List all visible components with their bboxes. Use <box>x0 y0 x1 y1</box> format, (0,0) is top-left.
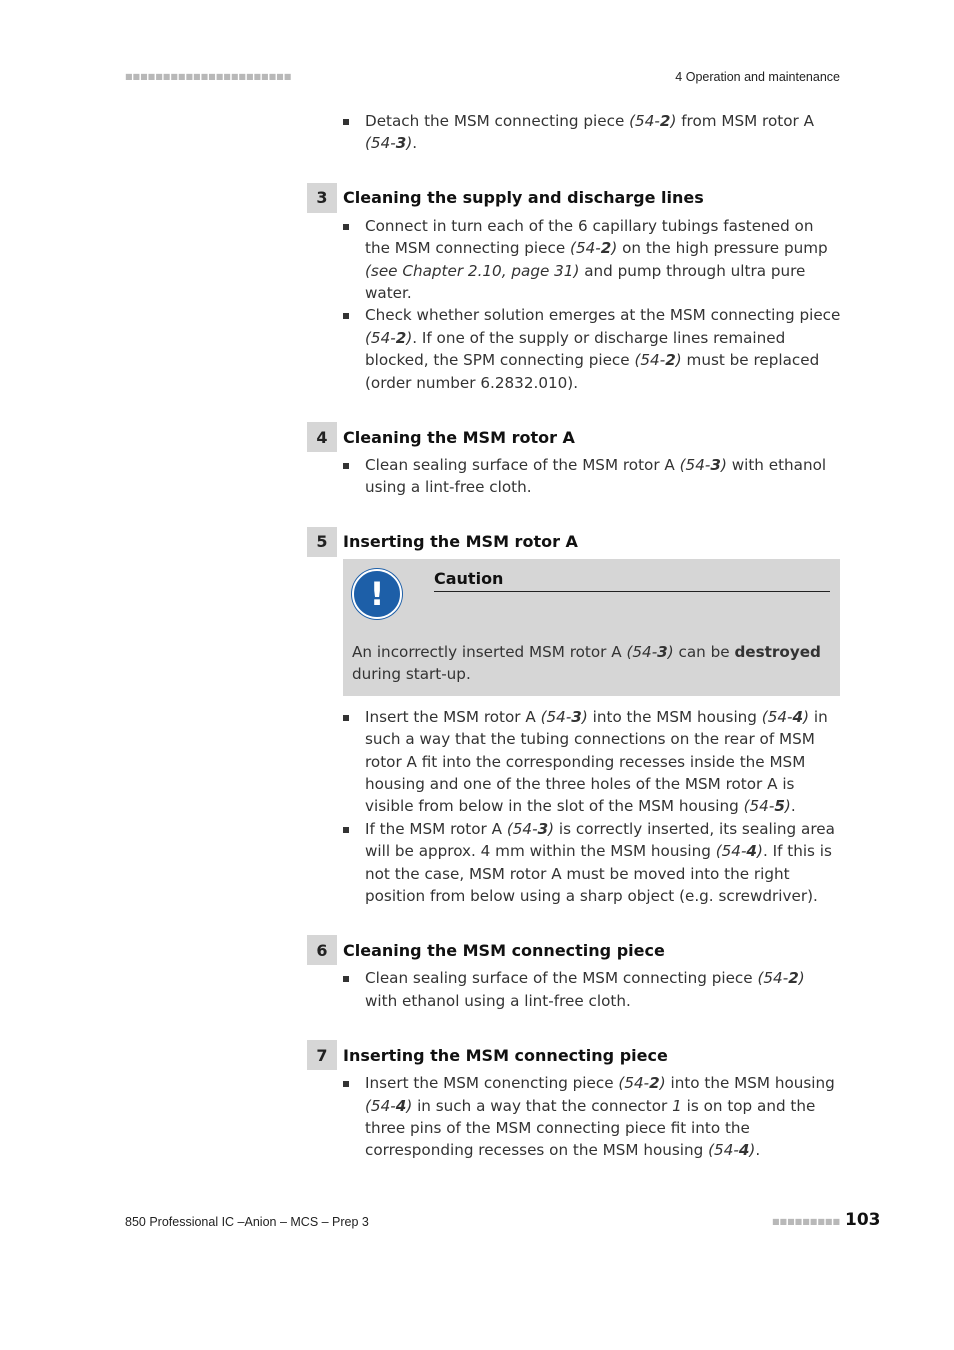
ref-text: (54- <box>365 134 396 153</box>
ref-number: 2 <box>395 328 407 347</box>
footer-decoration: ■■■■■■■■■ <box>772 1217 841 1226</box>
ref-number: 2 <box>649 1074 660 1093</box>
ref-number: 4 <box>738 1141 750 1160</box>
step-title: Inserting the MSM connecting piece <box>343 1045 668 1065</box>
ref-number: 2 <box>665 351 676 370</box>
ref-text: ) <box>757 842 763 861</box>
page-content <box>307 110 841 1162</box>
ref-link[interactable] <box>708 1141 755 1159</box>
ref-text: (54- <box>540 707 572 726</box>
ref-text: ) <box>406 134 413 153</box>
text: Connect in turn each of the 6 capillary tubings fastened on the MSM connecting piece <box>365 216 814 258</box>
text: in such a way that the tubing connections on the rear of MSM rotor A fit into the corresponding recesses inside the MSM housing and one of the three holes of the MSM rotor A is visible from below in the slot of the MSM housing <box>365 707 828 816</box>
ref-link[interactable] <box>634 351 681 369</box>
ref-text: (54- <box>679 456 711 475</box>
ref-number: 3 <box>571 707 582 726</box>
exclamation-icon: ! <box>352 569 402 619</box>
text: with ethanol using a lint-free cloth. <box>365 991 631 1010</box>
step-number: 4 <box>307 422 337 452</box>
text: in such a way that the connector <box>412 1096 673 1115</box>
text: Insert the MSM conencting piece <box>365 1074 619 1093</box>
step-title: Cleaning the MSM connecting piece <box>343 940 665 960</box>
text: Detach the MSM connecting piece <box>365 112 630 130</box>
ref-number: 3 <box>395 134 407 153</box>
ref-text: ) <box>749 1141 756 1160</box>
text: is on top and the three pins of the MSM connecting piece fit into the corresponding recesses on the MSM housing <box>365 1096 816 1160</box>
text: during start-up. <box>352 665 471 684</box>
ref-text: ) <box>611 239 618 258</box>
ref-number: 4 <box>395 1096 407 1115</box>
ref-link[interactable] <box>626 643 673 661</box>
ref-text: (54- <box>743 797 775 816</box>
ref-text: ) <box>581 707 588 726</box>
intro-list <box>307 110 841 155</box>
text: . <box>755 1141 761 1160</box>
ref-text: (54- <box>365 328 396 347</box>
step-title: Cleaning the MSM rotor A <box>343 427 575 447</box>
text: . If this is not the case, MSM rotor A must be moved into the right position from below using a sharp object (e.g. screwdriver). <box>365 842 832 905</box>
ref-text: ) <box>798 969 805 988</box>
list-item <box>307 110 841 155</box>
ref-text: ) <box>667 642 674 661</box>
caution-title-wrap <box>434 569 830 619</box>
ref-number: 2 <box>788 969 799 988</box>
step-3-list <box>307 215 841 394</box>
connector-label: 1 <box>672 1096 682 1115</box>
text: An incorrectly inserted MSM rotor A <box>352 642 627 661</box>
text: . <box>412 134 418 153</box>
ref-text: (54- <box>626 642 658 661</box>
list-item <box>307 967 841 1012</box>
text: If the MSM rotor A <box>365 819 507 838</box>
step-number: 7 <box>307 1040 337 1070</box>
ref-number: 3 <box>657 642 668 661</box>
text: Clean sealing surface of the MSM rotor A <box>365 456 680 475</box>
ref-number: 2 <box>600 239 612 258</box>
text: must be replaced (order number 6.2832.010). <box>365 351 820 392</box>
ref-link[interactable] <box>365 134 412 152</box>
ref-number: 5 <box>774 797 785 816</box>
ref-text: ) <box>548 819 555 838</box>
ref-text: (54- <box>506 819 538 838</box>
ref-text: (54- <box>634 351 666 370</box>
list-item <box>307 304 841 394</box>
ref-text: ) <box>406 1096 413 1115</box>
text: Check whether solution emerges at the MSM connecting piece <box>365 306 841 325</box>
list-item <box>307 706 841 818</box>
list-item <box>307 818 841 908</box>
list-item <box>307 215 841 305</box>
caution-text <box>352 641 830 686</box>
step-7-heading <box>307 1040 841 1070</box>
chapter-link[interactable]: (see Chapter 2.10, page 31) <box>365 261 580 280</box>
ref-text: ) <box>675 351 682 370</box>
ref-number: 3 <box>537 819 549 838</box>
ref-link[interactable] <box>629 112 676 130</box>
ref-link[interactable] <box>757 969 804 987</box>
caution-box <box>343 559 840 696</box>
step-7-list <box>307 1072 841 1162</box>
ref-text: (54- <box>618 1074 650 1093</box>
ref-link[interactable] <box>762 708 809 726</box>
step-6-heading <box>307 935 841 965</box>
text: into the MSM housing <box>665 1074 835 1093</box>
ref-text: (54- <box>715 842 747 861</box>
text: . If one of the supply or discharge lines remained blocked, the SPM connecting piece <box>365 328 786 370</box>
list-item <box>307 1072 841 1162</box>
ref-text: ) <box>720 456 727 475</box>
ref-text: (54- <box>570 239 601 258</box>
text: . <box>790 797 796 816</box>
ref-number: 4 <box>746 842 757 861</box>
ref-link[interactable] <box>507 820 554 838</box>
step-4-heading <box>307 422 841 452</box>
ref-link[interactable] <box>744 797 791 815</box>
text: on the high pressure pump <box>617 239 828 258</box>
step-number: 5 <box>307 527 337 557</box>
ref-text: ) <box>784 797 791 816</box>
ref-link[interactable] <box>618 1074 665 1092</box>
page-number: 103 <box>845 1210 881 1230</box>
text: Insert the MSM rotor A <box>365 707 541 726</box>
text: with ethanol using a lint-free cloth. <box>365 456 827 497</box>
step-title: Cleaning the supply and discharge lines <box>343 188 704 208</box>
step-6-list <box>307 967 841 1012</box>
emphasis-text: destroyed <box>734 642 821 661</box>
step-4-list <box>307 454 841 499</box>
footer-document-title: 850 Professional IC –Anion – MCS – Prep 3 <box>125 1215 369 1229</box>
text: can be <box>673 642 735 661</box>
text: and pump through ultra pure water. <box>365 261 806 303</box>
caution-title: Caution <box>434 569 830 592</box>
ref-number: 4 <box>792 707 804 726</box>
ref-text: ) <box>670 112 677 130</box>
ref-text: ) <box>406 328 413 347</box>
header-decoration: ■■■■■■■■■■■■■■■■■■■■■■ <box>125 72 292 81</box>
ref-link[interactable] <box>570 239 617 257</box>
ref-text: ) <box>803 707 810 726</box>
step-3-heading <box>307 183 841 213</box>
ref-link[interactable] <box>541 708 588 726</box>
step-5-list <box>307 706 841 908</box>
ref-link[interactable] <box>716 842 763 860</box>
ref-text: (54- <box>757 969 789 988</box>
caution-header <box>352 569 830 619</box>
ref-link[interactable] <box>365 1097 412 1115</box>
ref-link[interactable] <box>680 456 727 474</box>
ref-link[interactable] <box>365 329 412 347</box>
text: Clean sealing surface of the MSM connecting piece <box>365 969 758 988</box>
text: is correctly inserted, its sealing area will be approx. 4 mm within the MSM housing <box>365 819 835 861</box>
ref-text: (54- <box>629 112 660 130</box>
ref-text: ) <box>659 1074 666 1093</box>
text: from MSM rotor A <box>676 112 814 130</box>
list-item <box>307 454 841 499</box>
step-title: Inserting the MSM rotor A <box>343 532 578 552</box>
step-number: 6 <box>307 935 337 965</box>
ref-text: (54- <box>708 1141 739 1160</box>
ref-number: 2 <box>659 112 671 130</box>
header-section-title: 4 Operation and maintenance <box>675 70 840 84</box>
ref-number: 3 <box>710 456 721 475</box>
step-5-heading <box>307 527 841 557</box>
ref-text: (54- <box>365 1096 396 1115</box>
text: into the MSM housing <box>587 707 762 726</box>
step-number: 3 <box>307 183 337 213</box>
ref-text: (54- <box>761 707 793 726</box>
